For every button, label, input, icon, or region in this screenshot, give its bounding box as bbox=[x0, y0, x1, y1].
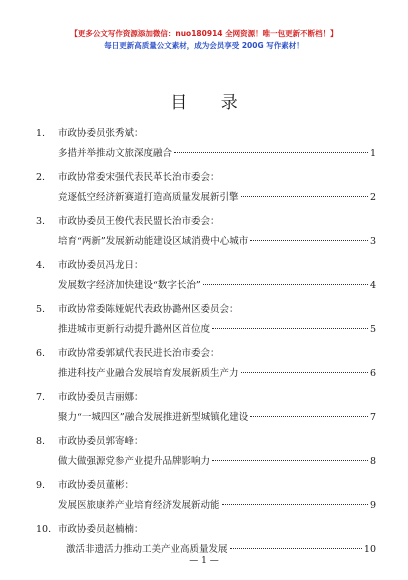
entry-page-number: 9 bbox=[369, 500, 376, 511]
dot-leader bbox=[241, 196, 368, 197]
page-footer-number: — 1 — bbox=[189, 556, 219, 566]
entry-page-number: 5 bbox=[369, 324, 376, 335]
entry-title: 做大做强源党参产业提升品牌影响力 bbox=[58, 456, 211, 467]
toc-entry-3[interactable] bbox=[36, 212, 376, 256]
entry-number: 6. bbox=[36, 348, 46, 359]
toc-entry-4[interactable] bbox=[36, 256, 376, 300]
toc-entry-8[interactable] bbox=[36, 432, 376, 476]
toc-entry-6[interactable] bbox=[36, 344, 376, 388]
entry-title: 聚力“一城四区”融合发展推进新型城镇化建设 bbox=[58, 412, 249, 423]
entry-speaker: 市政协常委陈娅妮代表政协潞州区委员会： bbox=[58, 304, 239, 315]
entry-speaker: 市政协委员王俊代表民盟长治市委会： bbox=[58, 216, 220, 227]
entry-title: 推进科技产业融合发展培育发展新质生产力 bbox=[58, 368, 239, 379]
entry-number: 10. bbox=[36, 524, 52, 535]
dot-leader bbox=[222, 504, 368, 505]
entry-number: 8. bbox=[36, 436, 46, 447]
dot-leader bbox=[203, 284, 368, 285]
toc-entry-9[interactable] bbox=[36, 476, 376, 520]
entry-page-number: 2 bbox=[369, 192, 376, 203]
table-of-contents bbox=[36, 124, 376, 564]
entry-page-number: 10 bbox=[363, 544, 376, 555]
entry-page-number: 8 bbox=[369, 456, 376, 467]
entry-number: 1. bbox=[36, 128, 46, 139]
dot-leader bbox=[174, 152, 368, 153]
entry-title: 发展医旅康养产业培育经济发展新动能 bbox=[58, 500, 220, 511]
entry-speaker: 市政协委员张秀斌： bbox=[58, 128, 144, 139]
toc-entry-1[interactable] bbox=[36, 124, 376, 168]
entry-page-number: 3 bbox=[369, 236, 376, 247]
entry-number: 4. bbox=[36, 260, 46, 271]
dot-leader bbox=[250, 416, 368, 417]
dot-leader bbox=[241, 372, 368, 373]
promo-banner-line-2: 每日更新高质量公文素材，成为会员享受 200G 写作素材！ bbox=[104, 41, 304, 50]
entry-title: 发展数字经济加快建设“数字长治” bbox=[58, 280, 201, 291]
entry-speaker: 市政协委员冯龙日： bbox=[58, 260, 144, 271]
entry-title: 推进城市更新行动提升潞州区首位度 bbox=[58, 324, 211, 335]
dot-leader bbox=[212, 328, 368, 329]
entry-page-number: 6 bbox=[369, 368, 376, 379]
entry-number: 9. bbox=[36, 480, 46, 491]
entry-speaker: 市政协委员赵楠楠： bbox=[58, 524, 144, 535]
dot-leader bbox=[230, 548, 362, 549]
entry-speaker: 市政协委员吉丽娜： bbox=[58, 392, 144, 403]
entry-speaker: 市政协委员董彬： bbox=[58, 480, 135, 491]
entry-title: 培育“两新”发展新动能建设区域消费中心城市 bbox=[58, 236, 249, 247]
entry-title: 激活非遗活力推动工美产业高质量发展 bbox=[66, 544, 228, 555]
toc-entry-7[interactable] bbox=[36, 388, 376, 432]
entry-number: 2. bbox=[36, 172, 46, 183]
entry-page-number: 7 bbox=[369, 412, 376, 423]
toc-entry-5[interactable] bbox=[36, 300, 376, 344]
page-title: 目 录 bbox=[170, 93, 252, 113]
toc-entry-2[interactable] bbox=[36, 168, 376, 212]
dot-leader bbox=[212, 460, 368, 461]
dot-leader bbox=[250, 240, 368, 241]
entry-title: 竞逐低空经济新赛道打造高质量发展新引擎 bbox=[58, 192, 239, 203]
entry-page-number: 4 bbox=[369, 280, 376, 291]
entry-number: 7. bbox=[36, 392, 46, 403]
entry-speaker: 市政协常委郭斌代表民进长治市委会： bbox=[58, 348, 220, 359]
entry-speaker: 市政协委员郭寄峰： bbox=[58, 436, 144, 447]
entry-title: 多措并举推动文旅深度融合 bbox=[58, 148, 173, 159]
entry-speaker: 市政协常委宋强代表民革长治市委会： bbox=[58, 172, 220, 183]
entry-page-number: 1 bbox=[369, 148, 376, 159]
promo-banner-line-1: 【更多公文写作资源添加微信：nuo180914 全网资源！唯一包更新不断档！】 bbox=[70, 29, 338, 38]
entry-number: 3. bbox=[36, 216, 46, 227]
entry-number: 5. bbox=[36, 304, 46, 315]
